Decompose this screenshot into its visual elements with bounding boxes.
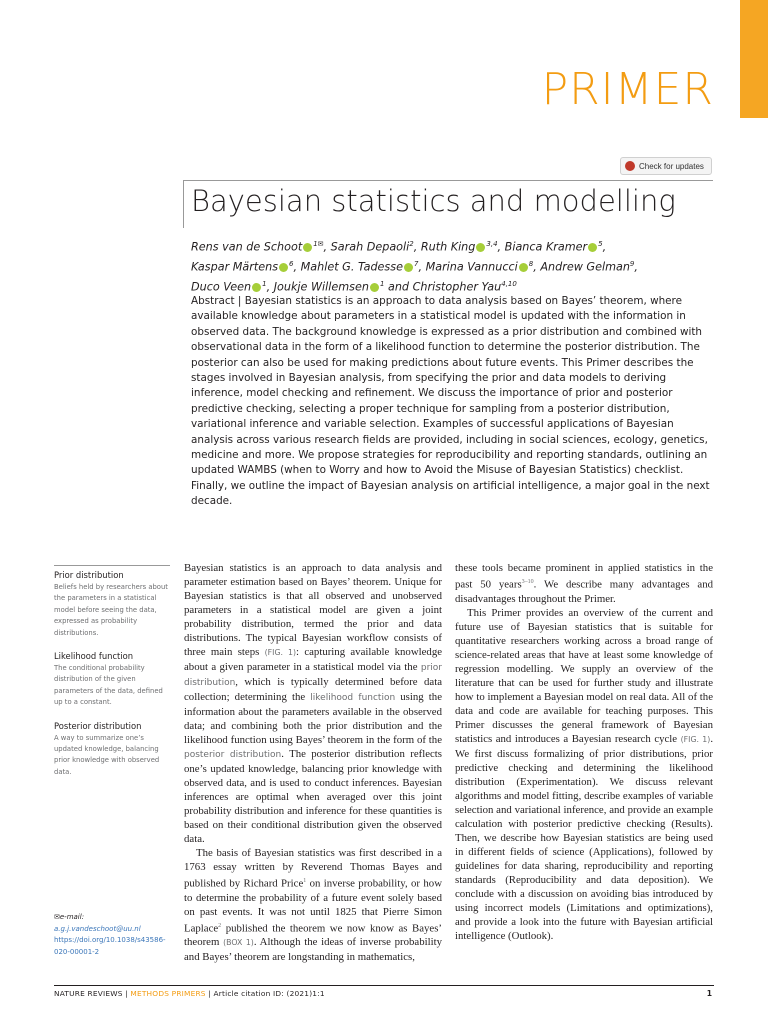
body-text: The basis of Bayesian statistics was first described in a 1763 essay written by Reverend Thomas Bayes and published by Richard Price — [184, 847, 442, 890]
author-name: Ruth King — [420, 240, 476, 254]
orcid-icon[interactable] — [519, 263, 528, 272]
abstract: Abstract | Bayesian statistics is an approach to data analysis based on Bayes’ theorem, where available knowledge about parameters in a statistical model is updated with the information in observed data. The background knowledge is expressed as a prior distribution and combined with observational data in the form of a likelihood function to determine the posterior distribution. The posterior can also be used for making predictions about future events. This Primer describes the stages involved in Bayesian analysis, from specifying the prior and data models to deriving inference, model checking and refinement. We discuss the importance of prior and posterior predictive checking, selecting a proper technique for sampling from a posterior distribution, variational inference and variable selection. Examples of successful applications of Bayesian analysis across various research fields are provided, including in social sciences, ecology, genetics, medicine and more. We propose strategies for reproducibility and reporting standards, outlining an updated WAMBS (when to Worry and how to Avoid the Misuse of Bayesian Statistics) checklist. Finally, we outline the impact of Bayesian analysis on artificial intelligence, a major goal in the next decade. — [191, 295, 710, 508]
author-name: Duco Veen — [191, 281, 252, 295]
glossary-definition: Beliefs held by researchers about the parameters in a statistical model before seeing the data, expressed as probability distributions. — [54, 583, 168, 637]
author-affiliation: 6 — [289, 260, 294, 269]
body-paragraph — [184, 846, 442, 964]
author-affiliation: 4,10 — [501, 280, 517, 289]
citation-link[interactable]: 1 — [303, 878, 307, 884]
body-text: . The posterior distribution reflects one’s updated knowledge, balancing prior knowledge with observed data, and is used to conduct inferences. Bayesian inferences are optimal when averaged over this joint probability distribution and inference for these quantities is based on their conditional distribution given the observed data. — [184, 748, 442, 845]
figure-reference-link[interactable]: (FIG. 1) — [680, 734, 711, 744]
author-affiliation: 9 — [629, 260, 635, 269]
article-title: Bayesian statistics and modelling — [191, 184, 676, 218]
body-paragraph — [455, 561, 713, 606]
footer — [54, 989, 325, 998]
body-text: these tools became prominent in applied statistics in the past 50 years — [455, 562, 713, 591]
author-affiliation: 5 — [598, 240, 603, 248]
section-color-tab — [740, 0, 768, 118]
author-affiliation: 2 — [409, 240, 414, 248]
author-list: Rens van de Schoot $^{1✉}$, Sarah Depaoli$^2$, Ruth King $^{3,4}$, Bianca Kramer $^5$, Kaspar Märtens $^6$, Mahlet G. Tadesse $^7$, Marina Vannucci $^8$, Andrew Gelman$^9$, Duco Veen $^1$, Joukje Willemsen $^1$ and Christopher Yau$^{4,10}$ — [191, 240, 638, 295]
glossary-term: Likelihood function — [54, 651, 134, 662]
author-affiliation: 1 — [379, 280, 385, 289]
citation-link[interactable]: 2 — [218, 922, 222, 929]
author-name: Kaspar Märtens — [191, 260, 279, 274]
figure-reference-link[interactable]: (FIG. 1) — [264, 648, 297, 657]
page-number: 1 — [706, 989, 712, 998]
glossary-term-link[interactable]: prior distribution — [184, 663, 442, 688]
citation-link[interactable]: 3–10 — [521, 579, 534, 585]
author-affiliation: 8 — [528, 260, 534, 269]
author-affiliation: 7 — [413, 260, 419, 269]
glossary-term: Prior distribution — [54, 565, 170, 580]
email-link[interactable]: a.g.j.vandeschoot@uu.nl — [54, 924, 141, 933]
crossmark-icon — [625, 161, 635, 171]
footer-rule — [54, 985, 714, 986]
correspondence-block — [54, 912, 172, 958]
author-affiliation: 1✉ — [313, 240, 324, 248]
body-paragraph — [184, 561, 442, 846]
section-label: PRIMER — [541, 64, 714, 115]
body-text: . We first discuss formalizing of prior distributions, prior predictive checking and determining the likelihood distribution (Experimentation). We discuss relevant algorithms and model fitting, describe examples of variable selection and variational inference, and provide an example calculation with posterior predictive checking (Results). Then, we describe how Bayesian statistics are being used in different fields of science (Applications), followed by guidelines for data sharing, reproducibility and reporting standards (Reproducibility and data deposition). We conclude with a discussion on avoiding bias introduced by using incorrect models (Limitations and optimizations), and provide a look into the future with Bayesian artificial intelligence (Outlook). — [455, 732, 714, 942]
body-paragraph — [455, 606, 713, 943]
author-name: Andrew Gelman — [540, 260, 630, 274]
body-text: : capturing available knowledge about a given parameter in a statistical model via the — [184, 646, 443, 673]
orcid-icon[interactable] — [404, 263, 413, 272]
body-text: Bayesian statistics is an approach to data analysis and parameter estimation based on Bayes’ theorem. Unique for Bayesian statistics is that all observed and unobserved parameters in a statistical model are given a joint probability distribution, termed the prior and data distributions. The typical Bayesian workflow consists of three main steps — [184, 562, 442, 658]
body-text: on inverse probability, or how to determine the probability of a future event solely based on past events. It was not until 1825 that Pierre Simon Laplace — [184, 877, 442, 935]
glossary-entry — [54, 647, 170, 709]
glossary-entry — [54, 717, 170, 779]
body-column-1 — [184, 561, 442, 964]
body-text: published the theorem we now know as Bayes’ theorem — [184, 922, 442, 949]
footer-citation: | Article citation ID: (2021)1:1 — [205, 989, 325, 998]
box-reference-link[interactable]: (BOX 1) — [223, 938, 254, 948]
check-for-updates-button[interactable] — [620, 157, 712, 175]
title-rule-vertical — [183, 180, 184, 228]
glossary-term-link[interactable]: posterior distribution — [184, 750, 282, 760]
author-name: Christopher Yau — [412, 281, 502, 295]
author-name: Sarah Depaoli — [330, 240, 410, 254]
author-name: Bianca Kramer — [504, 240, 588, 254]
doi-link[interactable]: https://doi.org/10.1038/s43586-020-00001-2 — [54, 936, 166, 956]
check-for-updates-label: Check for updates — [639, 161, 704, 171]
glossary-definition: The conditional probability distribution of the given parameters of the data, defined up to a constant. — [54, 664, 163, 707]
glossary-sidebar — [54, 565, 170, 786]
footer-series: METHODS PRIMERS — [130, 989, 206, 998]
body-column-2 — [455, 561, 713, 943]
orcid-icon[interactable] — [370, 283, 379, 292]
orcid-icon[interactable] — [279, 263, 288, 272]
orcid-icon[interactable] — [252, 283, 261, 292]
glossary-term: Posterior distribution — [54, 720, 142, 731]
body-text: . We describe many advantages and disadvantages throughout the Primer. — [455, 578, 713, 605]
author-name: Marina Vannucci — [425, 260, 518, 274]
title-rule — [183, 180, 713, 181]
email-label: ✉e-mail: — [54, 913, 85, 921]
glossary-entry — [54, 565, 170, 639]
author-name: Rens van de Schoot — [191, 240, 303, 254]
glossary-term-link[interactable]: likelihood function — [310, 693, 396, 703]
body-text: This Primer provides an overview of the current and future use of Bayesian statistics that is suitable for quantitative researchers working across a broad range of science-related areas that have at least some knowledge of regression modelling. We supply an overview of the literature that can be used for further study and illustrate how to implement a Bayesian model on real data. All of the data and code are available for teaching purposes. This Primer discusses the general framework of Bayesian statistics and introduces a Bayesian research cycle — [455, 606, 713, 745]
body-text: . Although the ideas of inverse probability and Bayes’ theorem are longstanding in mathematics, — [184, 936, 443, 964]
author-name: Joukje Willemsen — [273, 281, 369, 295]
orcid-icon[interactable] — [588, 243, 597, 252]
author-affiliation: 1 — [262, 280, 267, 289]
body-text: using the information about the parameters available in the observed data; and combining both the prior distribution and the likelihood function using Bayes’ theorem in the form of the — [184, 691, 442, 746]
footer-journal: NATURE REVIEWS | — [54, 989, 131, 998]
body-text: , which is typically determined before data collection; determining the — [184, 676, 442, 703]
orcid-icon[interactable] — [303, 243, 312, 252]
glossary-definition: A way to summarize one’s updated knowledge, balancing prior knowledge with observed data. — [54, 733, 160, 776]
orcid-icon[interactable] — [476, 243, 485, 252]
author-name: Mahlet G. Tadesse — [300, 260, 403, 274]
author-affiliation: 3,4 — [486, 240, 498, 248]
